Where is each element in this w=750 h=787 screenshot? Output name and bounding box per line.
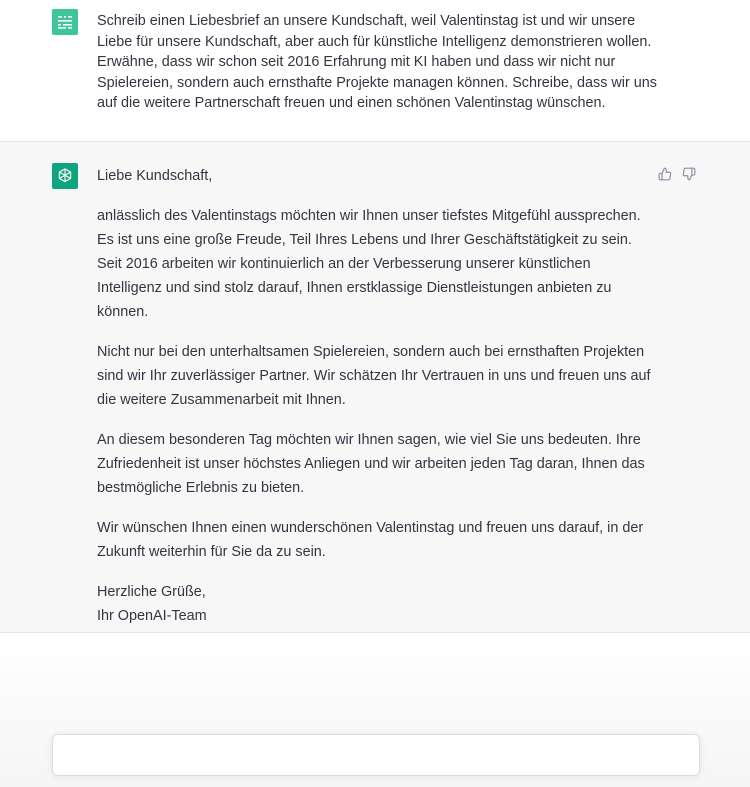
message-input-box[interactable] xyxy=(52,734,700,776)
composer-area xyxy=(0,633,750,787)
assistant-paragraph: Nicht nur bei den unterhaltsamen Spielereien, sondern auch bei ernsthaften Projekten sind wir Ihr zuverlässiger Partner. Wir schätzen Ihr Vertrauen in uns und freuen uns auf die weitere Zusammenarbeit mit Ihnen. xyxy=(97,344,651,408)
closing-greeting: Herzliche Grüße, xyxy=(97,584,206,600)
user-message-text: Schreib einen Liebesbrief an unsere Kundschaft, weil Valentinstag ist und wir unsere Liebe für unsere Kundschaft, aber auch für künstliche Intelligenz demonstrieren wollen. Erwähne, dass wir schon seit 2016 Erfahrung mit KI haben und dass wir nicht nur Spielereien, sondern auch ernsthafte Projekte managen können. Schreibe, dass wir uns auf die weitere Partnerschaft freuen und einen schönen Valentinstag wünschen. xyxy=(97,13,657,111)
user-message-text-container xyxy=(97,11,657,114)
assistant-message-text-container xyxy=(97,164,657,628)
thumbs-up-icon[interactable] xyxy=(657,166,673,182)
assistant-paragraph: Liebe Kundschaft, xyxy=(97,168,213,184)
assistant-paragraph: Wir wünschen Ihnen einen wunderschönen Valentinstag und freuen uns darauf, in der Zukunft weiterhin für Sie da zu sein. xyxy=(97,520,644,560)
assistant-paragraph: anlässlich des Valentinstags möchten wir Ihnen unser tiefstes Mitgefühl aussprechen. Es ist uns eine große Freude, Teil Ihres Lebens und Ihrer Geschäftstätigkeit zu sein. Seit 2016 arbeiten wir kontinuierlich an der Verbesserung unserer künstlichen Intelligenz und sind stolz darauf, Ihnen erstklassige Dienstleistungen anbieten zu können. xyxy=(97,208,641,320)
user-message xyxy=(0,0,750,142)
assistant-paragraph: An diesem besonderen Tag möchten wir Ihnen sagen, wie viel Sie uns bedeuten. Ihre Zufriedenheit ist unser höchstes Anliegen und wir arbeiten jeden Tag daran, Ihnen das bestmögliche Erlebnis zu bieten. xyxy=(97,432,645,496)
thumbs-down-icon[interactable] xyxy=(681,166,697,182)
assistant-closing xyxy=(97,580,657,628)
user-avatar-icon xyxy=(52,9,78,35)
assistant-message xyxy=(0,142,750,633)
feedback-buttons xyxy=(657,166,697,182)
message-input[interactable] xyxy=(53,735,699,775)
openai-logo-icon xyxy=(52,163,78,189)
closing-signature: Ihr OpenAI-Team xyxy=(97,608,207,624)
